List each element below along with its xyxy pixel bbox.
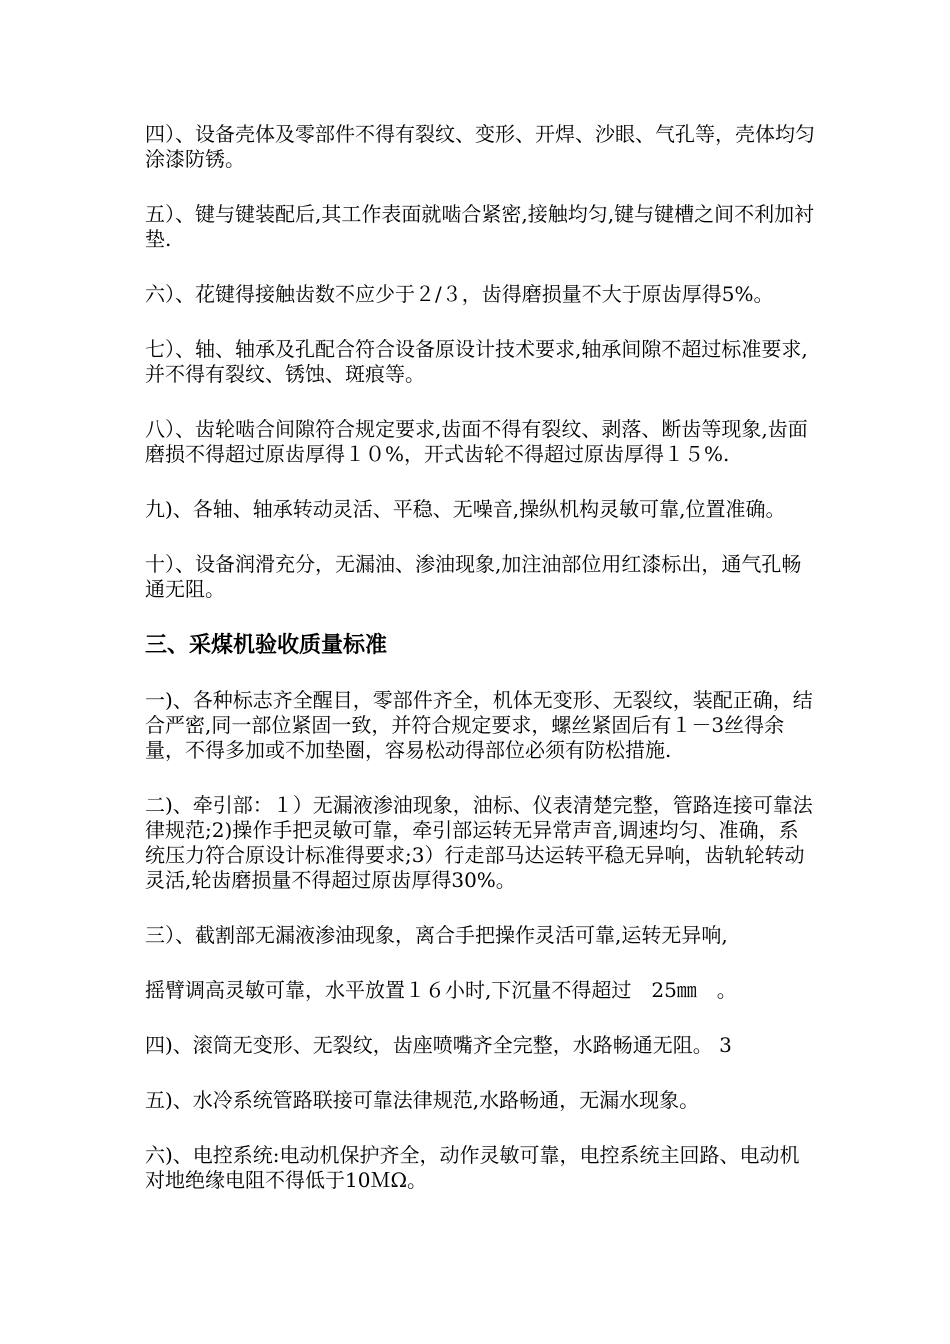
- paragraph-item-6: 六）、花键得接触齿数不应少于２/３，齿得磨损量不大于原齿厚得5%。: [145, 282, 774, 306]
- paragraph-item-9: 九)、各轴、轴承转动灵活、平稳、无噪音,操纵机构灵敏可靠,位置准确。: [145, 497, 786, 521]
- shearer-item-6: 六)、电控系统:电动机保护齐全，动作灵敏可靠，电控系统主回路、电动机对地绝缘电阻不得低于10ＭΩ。: [145, 1143, 800, 1192]
- document-page: [145, 122, 815, 1223]
- paragraph-item-5: 五）、键与键装配后,其工作表面就啮合紧密,接触均匀,键与键槽之间不利加衬垫.: [145, 202, 815, 251]
- paragraph-item-4: 四）、设备壳体及零部件不得有裂纹、变形、开焊、沙眼、气孔等，壳体均匀涂漆防锈。: [145, 122, 815, 171]
- paragraph-item-7: 七）、轴、轴承及孔配合符合设备原设计技术要求,轴承间隙不超过标准要求,并不得有裂纹、锈蚀、斑痕等。: [145, 337, 808, 386]
- shearer-item-5: 五)、水冷系统管路联接可靠法律规范,水路畅通，无漏水现象。: [145, 1088, 700, 1112]
- paragraph-item-10: 十）、设备润滑充分，无漏油、渗油现象,加注油部位用红漆标出，通气孔畅通无阻。: [145, 552, 802, 601]
- paragraph-item-8: 八）、齿轮啮合间隙符合规定要求,齿面不得有裂纹、剥落、断齿等现象,齿面磨损不得超过原齿厚得１０%，开式齿轮不得超过原齿厚得１５%.: [145, 417, 808, 466]
- shearer-item-1: 一)、各种标志齐全醒目，零部件齐全，机体无变形、无裂纹，装配正确，结合严密,同一部位紧固一致，并符合规定要求，螺丝紧固后有１－3丝得余量，不得多加或不加垫圈，容易松动得部位必须有防松措施.: [145, 688, 813, 762]
- shearer-item-3-continued: 摇臂调高灵敏可靠，水平放置１６小时,下沉量不得超过 25㎜ 。: [145, 978, 737, 1002]
- shearer-item-4: 四)、滚筒无变形、无裂纹，齿座喷嘴齐全完整，水路畅通无阻。 3: [145, 1033, 732, 1057]
- shearer-item-3: 三）、截割部无漏液渗油现象，离合手把操作灵活可靠,运转无异响,: [145, 923, 728, 947]
- shearer-item-2: 二)、牵引部：１）无漏液渗油现象，油标、仪表清楚完整，管路连接可靠法律规范;2)操作手把灵敏可靠，牵引部运转无异常声音,调速均匀、准确，系统压力符合原设计标准得要求;3）行走部马达运转平稳无异响，齿轨轮转动灵活,轮齿磨损量不得超过原齿厚得30%。: [145, 793, 813, 892]
- section-heading: 三、采煤机验收质量标准: [145, 633, 388, 658]
